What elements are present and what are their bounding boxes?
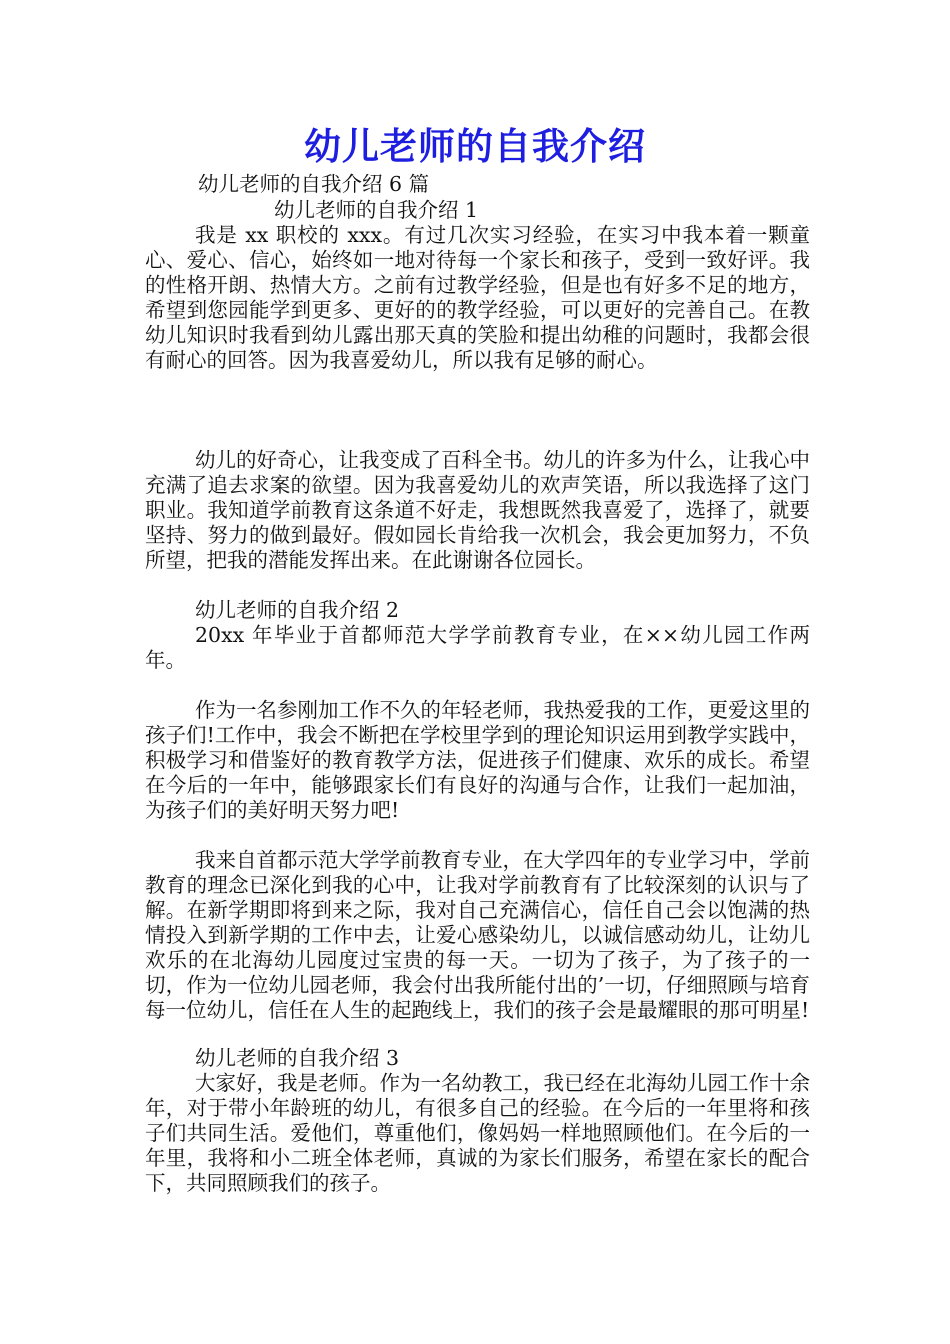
section-3-heading: 幼儿老师的自我介绍 3 xyxy=(195,1046,400,1070)
section-2-paragraph-3 xyxy=(145,848,810,1023)
document-subtitle: 幼儿老师的自我介绍 6 篇 xyxy=(198,172,430,196)
section-1-heading: 幼儿老师的自我介绍 1 xyxy=(274,198,479,222)
paragraph-text: 我来自首都示范大学学前教育专业，在大学四年的专业学习中，学前教育的理念已深化到我的心中，让我对学前教育有了比较深刻的认识与了解。在新学期即将到来之际，我对自己充满信心，信任自己会以饱满的热情投入到新学期的工作中去，让爱心感染幼儿，以诚信感动幼儿，让幼儿欢乐的在北海幼儿园度过宝贵的每一天。一切为了孩子，为了孩子的一切，作为一位幼儿园老师，我会付出我所能付出的’一切，仔细照顾与培育每一位幼儿，信任在人生的起跑线上，我们的孩子会是最耀眼的那可明星! xyxy=(145,848,810,1022)
paragraph-text: 幼儿的好奇心，让我变成了百科全书。幼儿的许多为什么，让我心中充满了追去求案的欲望。因为我喜爱幼儿的欢声笑语，所以我选择了这门职业。我知道学前教育这条道不好走，我想既然我喜爱了，选择了，就要坚持、努力的做到最好。假如园长肯给我一次机会，我会更加努力，不负所望，把我的潜能发挥出来。在此谢谢各位园长。 xyxy=(145,448,810,572)
section-2-paragraph-2 xyxy=(145,698,810,823)
paragraph-text: 我是 xx 职校的 xxx。有过几次实习经验，在实习中我本着一颗童心、爱心、信心，始终如一地对待每一个家长和孩子，受到一致好评。我的性格开朗、热情大方。之前有过教学经验，但是也有好多不足的地方，希望到您园能学到更多、更好的的教学经验，可以更好的完善自己。在教幼儿知识时我看到幼儿露出那天真的笑脸和提出幼稚的问题时，我都会很有耐心的回答。因为我喜爱幼儿，所以我有足够的耐心。 xyxy=(145,223,810,372)
paragraph-text: 20xx 年毕业于首都师范大学学前教育专业，在××幼儿园工作两年。 xyxy=(145,623,810,672)
document-title: 幼儿老师的自我介绍 xyxy=(304,125,646,168)
section-2-paragraph-1 xyxy=(145,623,810,673)
paragraph-text: 作为一名参刚加工作不久的年轻老师，我热爱我的工作，更爱这里的孩子们!工作中，我会不断把在学校里学到的理论知识运用到教学实践中，积极学习和借鉴好的教育教学方法，促进孩子们健康、欢乐的成长。希望在今后的一年中，能够跟家长们有良好的沟通与合作，让我们一起加油，为孩子们的美好明天努力吧! xyxy=(145,698,810,822)
section-3-paragraph-1 xyxy=(145,1071,810,1196)
section-1-paragraph-1 xyxy=(145,223,810,373)
section-2-heading: 幼儿老师的自我介绍 2 xyxy=(195,598,400,622)
section-1-paragraph-2 xyxy=(145,448,810,573)
paragraph-text: 大家好，我是老师。作为一名幼教工，我已经在北海幼儿园工作十余年，对于带小年龄班的幼儿，有很多自己的经验。在今后的一年里将和孩子们共同生活。爱他们，尊重他们，像妈妈一样地照顾他们。在今后的一年里，我将和小二班全体老师，真诚的为家长们服务，希望在家长的配合下，共同照顾我们的孩子。 xyxy=(145,1071,810,1195)
